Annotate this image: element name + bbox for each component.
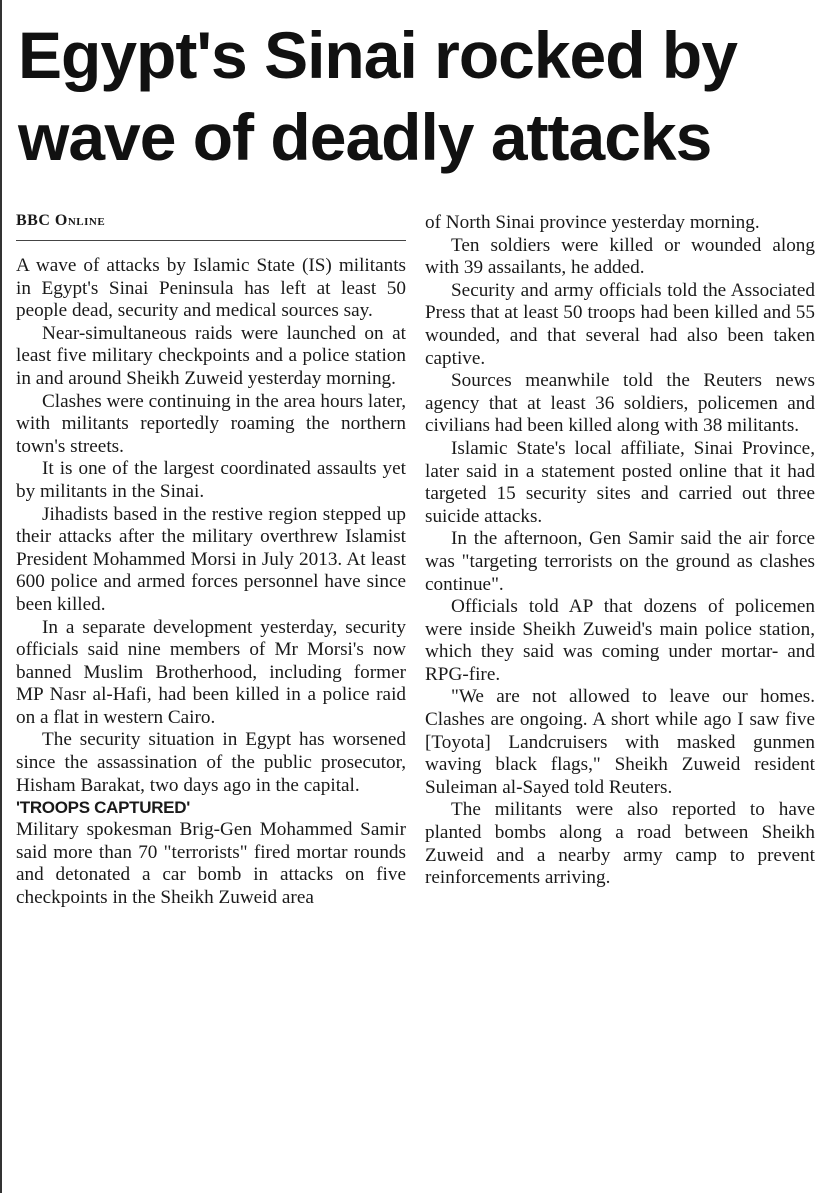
- paragraph: A wave of attacks by Islamic State (IS) militants in Egypt's Sinai Peninsula has left at least 50 people dead, security and medical sources say.: [16, 255, 406, 322]
- paragraph: Officials told AP that dozens of policemen were inside Sheikh Zuweid's main police station, which they said was coming under mortar- and RPG-fire.: [425, 596, 815, 685]
- paragraph: Sources meanwhile told the Reuters news agency that at least 36 soldiers, policemen and civilians had been killed along with 38 militants.: [425, 370, 815, 437]
- paragraph: Jihadists based in the restive region stepped up their attacks after the military overthrew Islamist President Mohammed Morsi in July 2013. At least 600 police and armed forces personnel have since been killed.: [16, 503, 406, 615]
- column-right: [425, 212, 815, 890]
- paragraph: of North Sinai province yesterday morning.: [425, 212, 760, 233]
- paragraph: The security situation in Egypt has worsened since the assassination of the public prosecutor, Hisham Barakat, two days ago in the capital.: [16, 729, 406, 796]
- paragraph: Ten soldiers were killed or wounded along with 39 assailants, he added.: [425, 234, 815, 279]
- paragraph: In the afternoon, Gen Samir said the air force was "targeting terrorists on the ground as clashes continue".: [425, 528, 815, 595]
- byline-rule: [16, 240, 406, 241]
- headline: Egypt's Sinai rocked by wave of deadly attacks: [18, 18, 737, 174]
- paragraph: "We are not allowed to leave our homes. Clashes are ongoing. A short while ago I saw five [Toyota] Landcruisers with masked gunmen waving black flags," Sheikh Zuweid resident Suleiman al-Sayed told Reuters.: [425, 686, 815, 798]
- subhead: 'TROOPS CAPTURED': [16, 798, 190, 818]
- paragraph: Clashes were continuing in the area hours later, with militants reportedly roaming the northern town's streets.: [16, 390, 406, 457]
- paragraph: Military spokesman Brig-Gen Mohammed Samir said more than 70 "terrorists" fired mortar rounds and detonated a car bomb in attacks on five checkpoints in the Sheikh Zuweid area: [16, 819, 406, 909]
- byline: BBC Online: [16, 212, 106, 229]
- paragraph: Security and army officials told the Associated Press that at least 50 troops had been killed and 55 wounded, and that several had also been taken captive.: [425, 279, 815, 369]
- column-left: [16, 255, 406, 910]
- paragraph: Near-simultaneous raids were launched on at least five military checkpoints and a police station in and around Sheikh Zuweid yesterday morning.: [16, 322, 406, 389]
- paragraph: The militants were also reported to have planted bombs along a road between Sheikh Zuweid and a nearby army camp to prevent reinforcements arriving.: [425, 799, 815, 889]
- paragraph: Islamic State's local affiliate, Sinai Province, later said in a statement posted online that it had targeted 15 security sites and carried out three suicide attacks.: [425, 437, 815, 527]
- paragraph: In a separate development yesterday, security officials said nine members of Mr Morsi's now banned Muslim Brotherhood, including former MP Nasr al-Hafi, had been killed in a police raid on a flat in western Cairo.: [16, 616, 406, 728]
- paragraph: It is one of the largest coordinated assaults yet by militants in the Sinai.: [16, 458, 406, 502]
